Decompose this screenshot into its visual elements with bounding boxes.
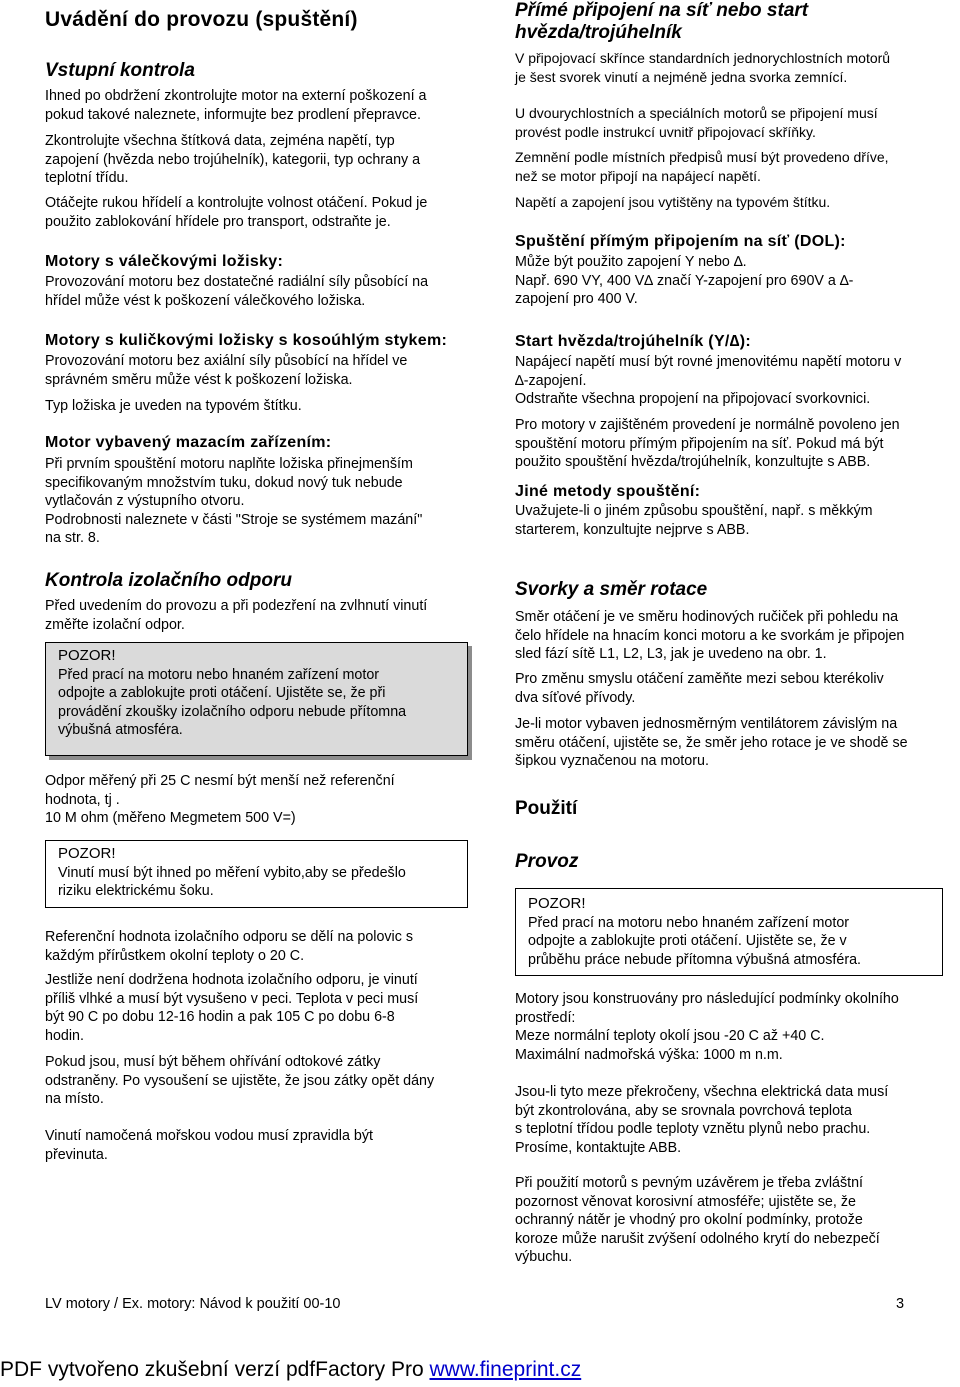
star-delta-heading: Start hvězda/trojúhelník (Y/∆):	[515, 333, 752, 350]
terminal-box-text: V připojovací skřínce standardních jednorychlostních motorů je šest svorek vinutí a nejméně jedna svorka zemnící.	[515, 50, 891, 85]
warning-box-operation: POZOR! Před prací na motoru nebo hnaném zařízení motor odpojte a zablokujte proti otáčení. Ujistěte se, že v průběhu práce nebude přítomna výbušná atmosféra.	[515, 888, 943, 976]
incoming-check-heading: Vstupní kontrola	[45, 60, 195, 81]
roller-bearings-heading: Motory s válečkovými ložisky:	[45, 253, 284, 270]
insulation-intro: Před uvedením do provozu a při podezření na zvlhnutí vinutí změřte izolační odpor.	[45, 598, 428, 633]
seawater-text: Vinutí namočená mořskou vodou musí zpravidla být převinuta.	[45, 1128, 373, 1163]
rotation-direction-text: Směr otáčení je ve směru hodinových ručiček při pohledu na čelo hřídele na hnacím konci motoru a ke svorkám je připojen sled fází sítě L1, L2, L3, jak je uvedeno na obr. 1.	[515, 609, 905, 662]
angular-bearings-text: Provozování motoru bez axiální síly působící na hřídel ve správném směru může vést k poškození ložiska.	[45, 353, 408, 388]
drying-text: Jestliže není dodržena hodnota izolačního odporu, je vinutí příliš vlhké a musí být vysušeno v peci. Teplota v peci musí být 90 C po dobu 12-16 hodin a pak 105 C po dobu 6-8 hodin.	[45, 972, 419, 1044]
grease-heading: Motor vybavený mazacím zařízením:	[45, 434, 332, 451]
resistance-text: Odpor měřený při 25 C nesmí být menší než referenční hodnota, tj . 10 M ohm (měřeno Megmetem 500 V=)	[45, 773, 395, 826]
reference-value-text: Referenční hodnota izolačního odporu se dělí na polovic s každým přírůstkem okolní teploty o 20 C.	[45, 929, 413, 964]
roller-bearings-text: Provozování motoru bez dostatečné radiální síly působící na hřídel může vést k poškození válečkového ložiska.	[45, 274, 429, 309]
warning-box-insulation: POZOR! Před prací na motoru nebo hnaném zařízení motor odpojte a zablokujte proti otáčení. Ujistěte se, že při provádění zkoušky izolačního odporu nebude přítomna výbušná atmosféra.	[45, 642, 468, 756]
angular-bearings-heading: Motory s kuličkovými ložisky s kosoúhlým stykem:	[45, 332, 448, 349]
ambient-conditions-text: Motory jsou konstruovány pro následující podmínky okolního prostředí: Meze normální teploty okolí jsou -20 C až +40 C. Maximální nadmořská výška: 1000 m n.m.	[515, 991, 899, 1063]
dol-heading: Spuštění přímým připojením na síť (DOL):	[515, 233, 846, 250]
limits-exceeded-text: Jsou-li tyto meze překročeny, všechna elektrická data musí být zkontrolována, aby se srovnala povrchová teplota s teplotní třídou podle teploty vznětu plynů nebo prachu. Prosíme, kontaktujte ABB.	[515, 1084, 889, 1156]
incoming-check-p3: Otáčejte rukou hřídelí a kontrolujte volnost otáčení. Pokud je použito zablokování hřídele pro transport, odstraňte je.	[45, 195, 428, 230]
warning-title: POZOR!	[58, 647, 116, 664]
two-speed-text: U dvourychlostních a speciálních motorů se připojení musí provést podle instrukcí uvnitř připojovací skříňky.	[515, 105, 878, 140]
other-methods-text: Uvažujete-li o jiném způsobu spouštění, např. s měkkým starterem, konzultujte nejprve s ABB.	[515, 503, 873, 538]
grounding-text: Zemnění podle místních předpisů musí být provedeno dříve, než se motor připojí na napájecí napětí.	[515, 149, 889, 184]
incoming-check-p2: Zkontrolujte všechna štítková data, zejména napětí, typ zapojení (hvězda nebo trojúhelník), kategorii, typ ochrany a teplotní třídu.	[45, 133, 421, 186]
star-delta-text: Napájecí napětí musí být rovné jmenovitému napětí motoru v ∆-zapojení. Odstraňte všechna propojení na připojovací svorkovnici.	[515, 354, 902, 407]
usage-heading: Použití	[515, 798, 578, 819]
fan-direction-text: Je-li motor vybaven jednosměrným ventilátorem závislým na směru otáčení, ujistěte se, že směr jeho rotace je ve shodě se šipkou vyznačenou na motoru.	[515, 716, 908, 769]
rating-plate-text: Napětí a zapojení jsou vytištěny na typovém štítku.	[515, 194, 831, 210]
flameproof-text: Při použití motorů s pevným uzávěrem je třeba zvláštní pozornost věnovat korosivní atmosféře; ujistěte se, že ochranný nátěr je vhodný pro okolní podmínky, protože koroze může narušit zvýšení odolného krytí do nebezpečí výbuchu.	[515, 1175, 880, 1265]
terminals-rotation-heading: Svorky a směr rotace	[515, 579, 708, 600]
warning-box-discharge: POZOR! Vinutí musí být ihned po měření vybito,aby se předešlo riziku elektrickému šoku.	[45, 840, 468, 908]
incoming-check-p1: Ihned po obdržení zkontrolujte motor na externí poškození a pokud takové naleznete, informujte bez prodlení přepravce.	[45, 88, 427, 123]
insulation-heading: Kontrola izolačního odporu	[45, 570, 292, 591]
footer-page-number: 3	[896, 1296, 905, 1312]
bearing-type-note: Typ ložiska je uveden na typovém štítku.	[45, 398, 302, 414]
direct-connection-heading: Přímé připojení na síť nebo start hvězda/trojúhelník	[515, 0, 809, 43]
reverse-rotation-text: Pro změnu smyslu otáčení zaměňte mezi sebou kterékoliv dva síťové přívody.	[515, 671, 884, 706]
other-methods-heading: Jiné metody spouštění:	[515, 483, 701, 500]
fineprint-link[interactable]: www.fineprint.cz	[429, 1358, 582, 1381]
drain-plugs-text: Pokud jsou, musí být během ohřívání odtokové zátky odstraněny. Po vysoušení se ujistěte, že jsou zátky opět dány na místo.	[45, 1054, 435, 1107]
pdf-banner-text: PDF vytvořeno zkušební verzí pdfFactory Pro	[0, 1358, 430, 1381]
operation-heading: Provoz	[515, 851, 579, 872]
pdf-factory-banner	[0, 1358, 581, 1382]
grease-text: Při prvním spouštění motoru naplňte ložiska přinejmenším specifikovaným množstvím tuku, dokud nový tuk nebude vytlačován z výstupního otvoru. Podrobnosti naleznete v části "Stroje se systémem mazání" na str. 8.	[45, 456, 423, 546]
warning-title: POZOR!	[58, 845, 116, 862]
page-title: Uvádění do provozu (spuštění)	[45, 8, 358, 31]
footer-document-title: LV motory / Ex. motory: Návod k použití 00-10	[45, 1296, 341, 1312]
increased-safety-text: Pro motory v zajištěném provedení je normálně povoleno jen spouštění motoru přímým připojením na síť. Pokud má být použito spouštění hvězda/trojúhelník, konzultujte s ABB.	[515, 417, 900, 470]
dol-text: Může být použito zapojení Y nebo ∆. Např. 690 VY, 400 V∆ značí Y-zapojení pro 690V a ∆- zapojení pro 400 V.	[515, 254, 854, 307]
warning-title: POZOR!	[528, 895, 586, 912]
